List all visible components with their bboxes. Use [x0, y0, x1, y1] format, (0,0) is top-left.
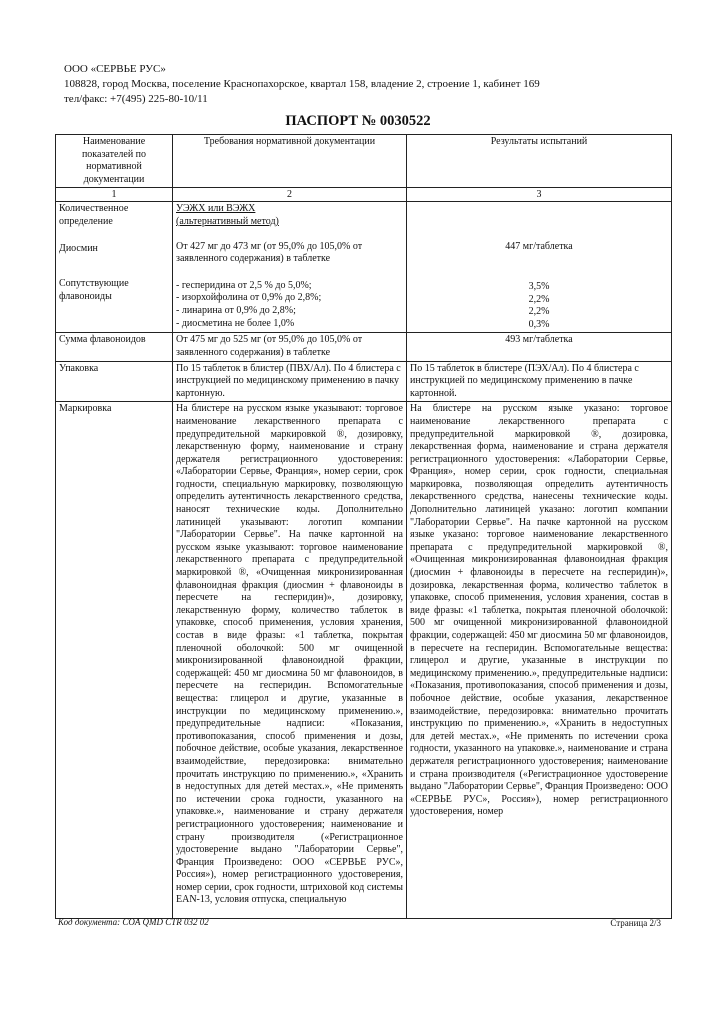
flavonoid-result-item: 2,2%	[528, 306, 550, 318]
table-row-sum	[56, 333, 672, 361]
marking-requirement: На блистере на русском языке указывают: торговое наименование лекарственного препарата с предупредительной маркировкой ®, дозировку, лекарственную форму, наименование и страну держателя регистрационного удостоверения: «Лаборатории Сервье, Франция», номер серии, срок годности, специальную маркировку, позволяющую определить аутентичность лекарственного средства, наносят технические коды. Дополнительно латиницей указывают: логотип компании "Лаборатории Сервье". На пачке картонной на русском языке указывают: торговое наименование лекарственного препарата с предупредительной маркировкой ®, «Очищенная микронизированная флавоноидная фракция (диосмин + флавоноиды в пересчете на гесперидин)», дозировку, лекарственную форму, количество таблеток в упаковке, способ применения, условия хранения, состав в виде фразы: «1 таблетка, покрытая пленочной оболочкой: 500 мг очищенной микронизированной флавоноидной фракции, содержащей: 450 мг диосмина 50 мг флавоноидов, в пересчете на гесперидин. Вспомогательные вещества: глицерол и другие, указанные в инструкции по медицинскому применению.», предупредительные надписи: «Показания, противопоказания, способ применения и дозы, побочное действие, особые указания, лекарственное взаимодействие, передозировка: внимательно прочитать инструкцию по применению.», «Хранить в недоступных для детей местах.», «Не применять по истечении срока годности, указанного на упаковке.», наименование и страну держателя регистрационного удостоверения; наименование и страну производителя («Регистрационное удостоверение выдано "Лаборатории Сервье", Франция Произведено: ООО «СЕРВЬЕ РУС», Россия»), номер регистрационного удостоверения, номер серии, срок годности, штриховой код системы EAN-13, условия отпуска, специальную	[173, 402, 407, 919]
document-code: Код документа: COA QMD CTR 032 02	[58, 917, 209, 927]
flavonoid-requirement-item: - линарина от 0,9% до 2,8%;	[176, 304, 296, 316]
flavonoid-result-item: 3,5%	[528, 280, 550, 292]
diosmin-name: Диосмин	[59, 242, 98, 254]
method-alternative: (альтернативный метод)	[176, 215, 279, 227]
sum-name: Сумма флавоноидов	[56, 333, 173, 361]
passport-table	[55, 134, 672, 919]
header-requirements: Требования нормативной документации	[173, 135, 407, 188]
packaging-name: Упаковка	[56, 361, 173, 402]
header-indicator: Наименование показателей по нормативной документации	[56, 135, 173, 188]
col-number-3: 3	[407, 188, 672, 202]
flavonoids-name: Сопутствующие флавоноиды	[59, 278, 129, 302]
header-results: Результаты испытаний	[407, 135, 672, 188]
table-row-packaging	[56, 361, 672, 402]
flavonoid-requirement-item: - диосметина не более 1,0%	[176, 317, 295, 329]
marking-name: Маркировка	[56, 402, 173, 919]
company-name: ООО «СЕРВЬЕ РУС»	[64, 63, 166, 75]
quant-name: Количественное определение	[59, 203, 129, 227]
passport-title: ПАСПОРТ № 0030522	[285, 113, 431, 129]
diosmin-result: 447 мг/таблетка	[505, 241, 573, 253]
column-number-row	[56, 188, 672, 202]
col-number-1: 1	[56, 188, 173, 202]
page-number: Страница 2/3	[610, 918, 661, 928]
col-number-2: 2	[173, 188, 407, 202]
flavonoids-requirements	[176, 280, 403, 330]
method-primary: УЭЖХ или ВЭЖХ	[176, 203, 256, 215]
quant-res-cell	[407, 202, 672, 333]
table-header-row	[56, 135, 672, 188]
diosmin-requirement: От 427 мг до 473 мг (от 95,0% до 105,0% от заявленного содержания) в таблетке	[176, 240, 363, 265]
marking-result: На блистере на русском языке указано: торговое наименование лекарственного препарата с предупредительной маркировкой ®, дозировка, лекарственная форма, наименование и страна держателя регистрационного удостоверения: «Лаборатории Сервье, Франция», номер серии, срок годности, специальная маркировка, позволяющая определить аутентичность лекарственного средства, нанесены технические коды. Дополнительно латиницей указано: логотип компании "Лаборатории Сервье". На пачке картонной на русском языке указано: торговое наименование лекарственного препарата с предупредительной маркировкой ®, «Очищенная микронизированная флавоноидная фракция (диосмин + флавоноиды в пересчете на гесперидин)», дозировка, лекарственная форма, количество таблеток в упаковке, способ применения, условия хранения, состав в виде фразы: «1 таблетка, покрытая пленочной оболочкой: 500 мг очищенной микронизированной флавоноидной фракции, содержащей: 450 мг диосмина 50 мг флавоноидов, в пересчете на гесперидин. Вспомогательные вещества: глицерол и другие, указанные в инструкции по медицинскому применению.», предупредительные надписи: «Показания, противопоказания, способ применения и дозы, побочное действие, особые указания, лекарственное взаимодействие, передозировка: внимательно прочитать инструкцию по применению.», «Хранить в недоступных для детей местах.», «Не применять по истечении срока годности, указанного на упаковке.», наименование и страна держателя регистрационного удостоверения; наименование и страна производителя («Регистрационное удостоверение выдано "Лаборатории Сервье", Франция Произведено: ООО «СЕРВЬЕ РУС», Россия»), номер регистрационного удостоверения, номер	[407, 402, 672, 919]
packaging-result: По 15 таблеток в блистере (ПЭХ/Ал). По 4 блистера с инструкцией по медицинскому применению в пачке картонной.	[407, 361, 672, 402]
sum-result: 493 мг/таблетка	[407, 333, 672, 361]
table-row-marking	[56, 402, 672, 919]
flavonoid-requirement-item: - гесперидина от 2,5 % до 5,0%;	[176, 279, 312, 291]
company-address: 108828, город Москва, поселение Краснопахорское, квартал 158, владение 2, строение 1, кабинет 169	[64, 78, 540, 90]
table-row-quantitative	[56, 202, 672, 333]
quant-name-cell	[56, 202, 173, 333]
sum-requirement: От 475 мг до 525 мг (от 95,0% до 105,0% от заявленного содержания) в таблетке	[173, 333, 407, 361]
flavonoid-result-item: 2,2%	[528, 293, 550, 305]
quant-req-cell	[173, 202, 407, 333]
flavonoid-requirement-item: - изорхойфолина от 0,9% до 2,8%;	[176, 292, 322, 304]
company-phone: тел/факс: +7(495) 225-80-10/11	[64, 93, 208, 105]
flavonoid-result-item: 0,3%	[528, 318, 550, 330]
packaging-requirement: По 15 таблеток в блистер (ПВХ/Ал). По 4 блистера с инструкцией по медицинскому применению в пачку картонную.	[173, 361, 407, 402]
flavonoids-results	[410, 281, 668, 331]
